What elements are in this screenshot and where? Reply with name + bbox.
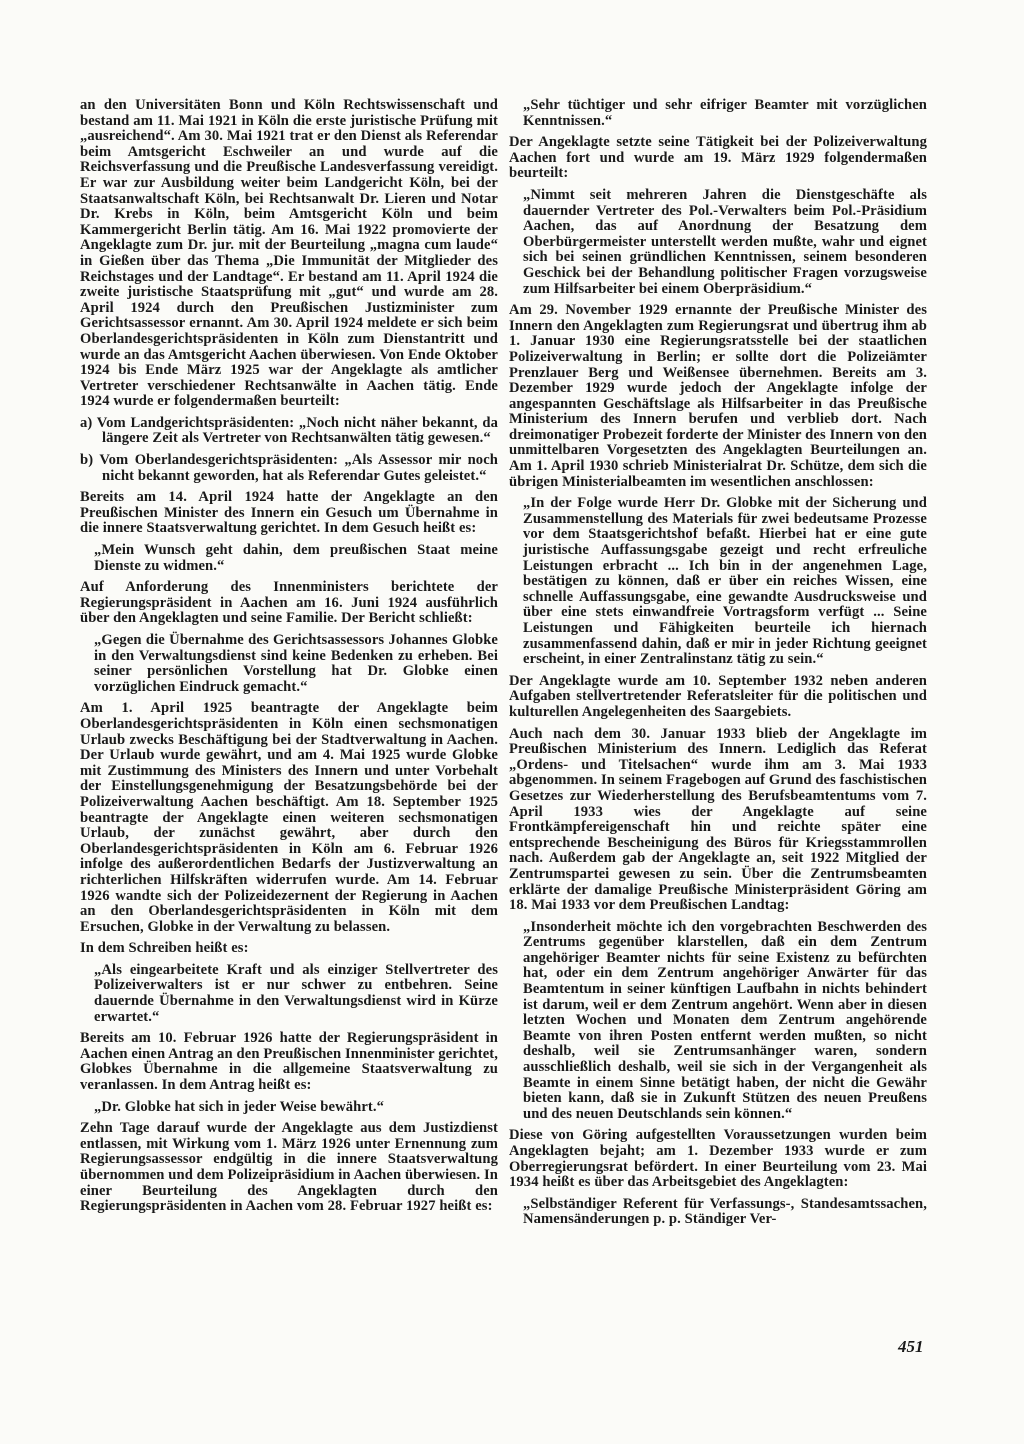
quote: „Nimmt seit mehreren Jahren die Dienstgeschäfte als dauernder Vertreter des Pol.-Verwalters beim Pol.-Präsidium Aachen, das auf Anordnung der Besatzung dem Oberbürgermeister unterstellt werden mußte, wahr und eignet sich bei seinen gründlichen Kenntnissen, seinem besonderen Geschick bei der Behandlung politischer Fragen vorzugsweise zum Hilfsarbeiter bei einem Oberpräsidium.“ [523, 186, 927, 297]
quote: „Mein Wunsch geht dahin, dem preußischen Staat meine Dienste zu widmen.“ [94, 542, 498, 574]
quote: „Selbständiger Referent für Verfassungs-, Standesamtssachen, Namensänderungen p. p. Ständiger Ver- [523, 1195, 927, 1228]
paragraph: Diese von Göring aufgestellten Voraussetzungen wurden beim Angeklagten bejaht; am 1. Dezember 1933 wurde er zum Oberregierungsrat befördert. In einer Beurteilung vom 23. Mai 1934 heißt es über das Arbeitsgebiet des Angeklagten: [509, 1127, 927, 1191]
paragraph: Am 1. April 1925 beantragte der Angeklagte beim Oberlandesgerichtspräsidenten in Köln einen sechsmonatigen Urlaub zwecks Beschäftigung bei der Stadtverwaltung in Aachen. Der Urlaub wurde gewährt, und am 4. Mai 1925 wurde Globke mit Zustimmung des Ministers des Innern und unter Vorbehalt der Einstellungsgenehmigung der Besatzungsbehörde bei der Polizeiverwaltung Aachen beschäftigt. Am 18. September 1925 beantragte der Angeklagte einen weiteren sechsmonatigen Urlaub, der zunächst gewährt, aber durch den Oberlandesgerichtspräsidenten in Köln am 6. Februar 1926 infolge des außerordentlichen Bedarfs der Justizverwaltung an richterlichen Hilfskräften widerrufen wurde. Am 14. Februar 1926 wandte sich der Polizeidezernent der Regierung in Aachen an den Oberlandesgerichtspräsidenten in Köln mit dem Ersuchen, Globke in der Verwaltung zu belassen. [80, 700, 498, 935]
paragraph: Der Angeklagte setzte seine Tätigkeit bei der Polizeiverwaltung Aachen fort und wurde am 19. März 1929 folgendermaßen beurteilt: [509, 134, 927, 182]
quote: „Insonderheit möchte ich den vorgebrachten Beschwerden des Zentrums gegenüber klarstellen, daß ein dem Zentrum angehöriger Beamter nichts für seine Existenz zu befürchten hat, oder ein dem Zentrum angehöriger Anwärter für das Beamtentum in seiner künftigen Laufbahn in nichts behindert ist darum, weil er dem Zentrum angehört. Wenn aber in diesen letzten Wochen und Monaten dem Zentrum angehörende Beamte von ihren Posten entfernt werden mußten, so nicht deshalb, weil sie Zentrumsanhänger waren, sondern ausschließlich deshalb, weil sie sich in der Vergangenheit als Beamte in einem Sinne betätigt haben, der nicht die Gewähr bieten kann, daß sie in Zukunft Stützen des neuen Preußens und des neuen Deutschlands sein können.“ [523, 918, 927, 1122]
paragraph: Am 29. November 1929 ernannte der Preußische Minister des Innern den Angeklagten zum Regierungsrat und übertrug ihm ab 1. Januar 1930 eine Regierungsratsstelle bei der staatlichen Polizeiverwaltung in Berlin; er sollte dort die Polizeiämter Prenzlauer Berg und Weißensee übernehmen. Bereits am 3. Dezember 1929 wurde jedoch der Angeklagte infolge der angespannten Geschäftslage als Hilfsarbeiter in das Preußische Ministerium des Innern berufen und verblieb dort. Nach dreimonatiger Probezeit forderte der Minister des Innern von den unmittelbaren Vorgesetzten des Angeklagten Beurteilungen an. Am 1. April 1930 schrieb Ministerialrat Dr. Schütze, dem sich die übrigen Ministerialbeamten im wesentlichen anschlossen: [509, 302, 927, 490]
right-text-column [509, 98, 927, 1234]
list-item: a) Vom Landgerichtspräsidenten: „Noch nicht näher bekannt, da längere Zeit als Vertreter von Rechtsanwälten tätig gewesen.“ [80, 414, 498, 447]
quote: „Sehr tüchtiger und sehr eifriger Beamter mit vorzüglichen Kenntnissen.“ [523, 97, 927, 129]
paragraph: Der Angeklagte wurde am 10. September 1932 neben anderen Aufgaben stellvertretender Referatsleiter für die politischen und kulturellen Angelegenheiten des Saargebiets. [509, 672, 927, 720]
quote: „In der Folge wurde Herr Dr. Globke mit der Sicherung und Zusammenstellung des Materials für zwei bedeutsame Prozesse vor dem Staatsgerichtshof befaßt. Hierbei hat er eine gute juristische Auffassungsgabe gezeigt und recht erfreuliche Leistungen erbracht ... Ich bin in der angenehmen Lage, bestätigen zu können, daß er über ein reiches Wissen, eine schnelle Auffassungsgabe, eine gewandte Ausdrucksweise und über eine stets einwandfreie Vortragsform verfügt ... Seine Leistungen und Fähigkeiten beurteile ich hiernach zusammenfassend dahin, daß er mir in jeder Richtung geeignet erscheint, in einer Zentralinstanz tätig zu sein.“ [523, 495, 927, 668]
paragraph: In dem Schreiben heißt es: [80, 940, 249, 957]
paragraph: Zehn Tage darauf wurde der Angeklagte aus dem Justizdienst entlassen, mit Wirkung vom 1. März 1926 unter Ernennung zum Regierungsassessor endgültig in die innere Staatsverwaltung übernommen und dem Polizeipräsidium in Aachen überwiesen. In einer Beurteilung des Angeklagten durch den Regierungspräsidenten in Aachen vom 28. Februar 1927 heißt es: [80, 1120, 498, 1215]
left-text-column [80, 98, 498, 1221]
paragraph: an den Universitäten Bonn und Köln Rechtswissenschaft und bestand am 11. Mai 1921 in Köln die erste juristische Prüfung mit „ausreichend“. Am 30. Mai 1921 trat er den Dienst als Referendar beim Amtsgericht Eschweiler an und wurde auf die Reichsverfassung und die Preußische Landesverfassung vereidigt. Er war zur Ausbildung weiter beim Landgericht Köln, bei der Staatsanwaltschaft Köln, bei Rechtsanwalt Dr. Lieren und Notar Dr. Krebs in Köln, beim Amtsgericht Köln und beim Kammergericht Berlin tätig. Am 16. Mai 1922 promovierte der Angeklagte zum Dr. jur. mit der Beurteilung „magna cum laude“ in Gießen über das Thema „Die Immunität der Mitglieder des Reichstages und der Landtage“. Er bestand am 11. April 1924 die zweite juristische Staatsprüfung mit „gut“ und wurde am 28. April 1924 durch den Preußischen Justizminister zum Gerichtsassessor ernannt. Am 30. April 1924 meldete er sich beim Oberlandesgerichtspräsidenten in Köln zum Dienstantritt und wurde an das Amtsgericht Aachen überwiesen. Von Ende Oktober 1924 bis Ende März 1925 war der Angeklagte als amtlicher Vertreter verschiedener Rechtsanwälte in Aachen tätig. Ende 1924 wurde er folgendermaßen beurteilt: [80, 97, 498, 410]
quote: „Dr. Globke hat sich in jeder Weise bewährt.“ [94, 1098, 385, 1115]
page-number: 451 [898, 1337, 924, 1356]
list-item: b) Vom Oberlandesgerichtspräsidenten: „Als Assessor mir noch nicht bekannt geworden, hat als Referendar Gutes geleistet.“ [80, 452, 498, 484]
quote: „Als eingearbeitete Kraft und als einziger Stellvertreter des Polizeiverwalters ist er nur schwer zu entbehren. Seine dauernde Übernahme in den Verwaltungsdienst wird in Kürze erwartet.“ [94, 961, 498, 1025]
paragraph: Auch nach dem 30. Januar 1933 blieb der Angeklagte im Preußischen Ministerium des Innern. Lediglich das Referat „Ordens- und Titelsachen“ wurde ihm am 3. Mai 1933 abgenommen. In seinem Fragebogen auf Grund des faschistischen Gesetzes zur Wiederherstellung des Berufsbeamtentums vom 7. April 1933 wies der Angeklagte auf seine Frontkämpfereigenschaft hin und reichte später eine entsprechende Bescheinigung des Büros für Kriegsstammrollen nach. Außerdem gab der Angeklagte an, seit 1922 Mitglied der Zentrumspartei gewesen zu sein. Über die Zentrumsbeamten erklärte der damalige Preußische Ministerpräsident Göring am 18. Mai 1933 vor dem Preußischen Landtag: [509, 725, 927, 914]
paragraph: Auf Anforderung des Innenministers berichtete der Regierungspräsident in Aachen am 16. Juni 1924 ausführlich über den Angeklagten und seine Familie. Der Bericht schließt: [80, 579, 498, 627]
paragraph: Bereits am 14. April 1924 hatte der Angeklagte an den Preußischen Minister des Innern ein Gesuch um Übernahme in die innere Staatsverwaltung gerichtet. In dem Gesuch heißt es: [80, 489, 498, 537]
quote: „Gegen die Übernahme des Gerichtsassessors Johannes Globke in den Verwaltungsdienst sind keine Bedenken zu erheben. Bei seiner persönlichen Vorstellung hat Dr. Globke einen vorzüglichen Eindruck gemacht.“ [94, 632, 498, 695]
paragraph: Bereits am 10. Februar 1926 hatte der Regierungspräsident in Aachen einen Antrag an den Preußischen Innenminister gerichtet, Globkes Übernahme in die allgemeine Staatsverwaltung zu veranlassen. In dem Antrag heißt es: [80, 1030, 498, 1094]
